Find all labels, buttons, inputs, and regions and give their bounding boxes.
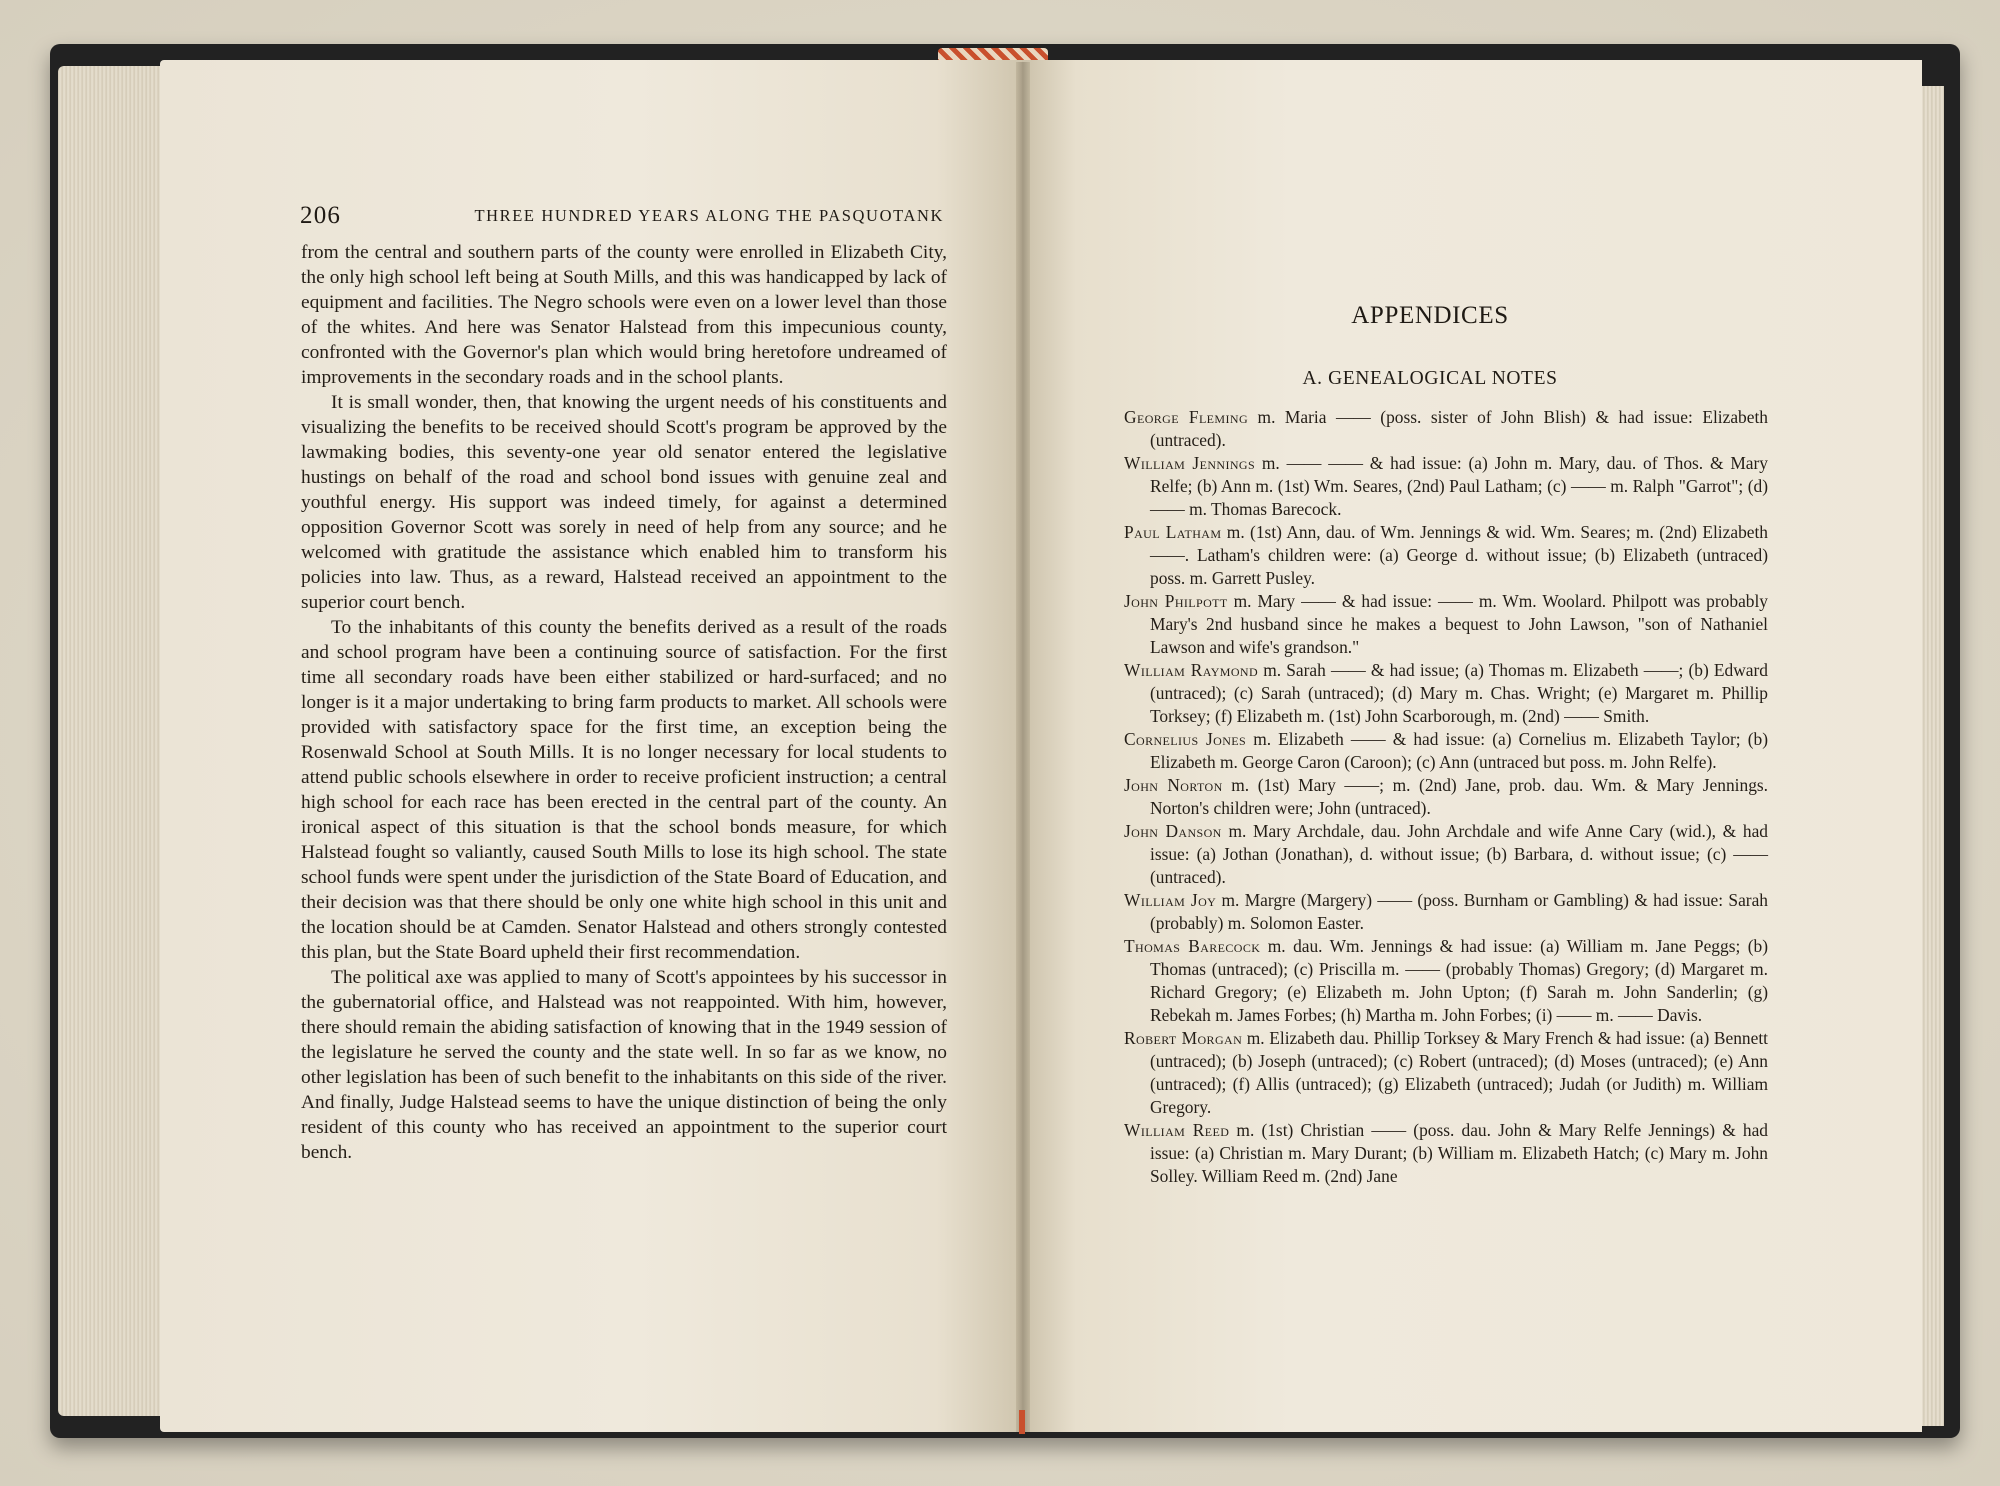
person-name: John Philpott	[1124, 591, 1228, 611]
book-gutter	[1016, 62, 1030, 1432]
left-page-body	[301, 240, 947, 1165]
paragraph: It is small wonder, then, that knowing the urgent needs of his constituents and visualizing the benefits to be received should Scott's program be approved by the lawmaking bodies, this seventy-one year old senator entered the legislative hustings on behalf of the road and school bond issues with genuine zeal and youthful energy. His support was indeed timely, for against a determined opposition Governor Scott was sorely in need of help from any source; and he welcomed with gratitude the assistance which enabled him to transform his policies into law. Thus, as a reward, Halstead received an appointment to the superior court bench.	[301, 392, 947, 613]
paragraph: from the central and southern parts of the county were enrolled in Elizabeth City, the only high school left being at South Mills, and this was handicapped by lack of equipment and facilities. The Negro schools were even on a lower level than those of the whites. And here was Senator Halstead from this impecunious county, confronted with the Governor's plan which would bring heretofore undreamed of improvements in the secondary roads and in the school plants.	[301, 242, 947, 388]
spine-thread	[1019, 1410, 1025, 1434]
entry-text: m. Mary —— & had issue: —— m. Wm. Woolard. Philpott was probably Mary's 2nd husband since he makes a bequest to John Lawson, "son of Nathaniel Lawson and wife's grandson."	[1150, 591, 1769, 657]
page-edges-left	[58, 66, 168, 1416]
person-name: William Reed	[1124, 1120, 1230, 1140]
genealogy-entry	[1124, 659, 1768, 728]
paragraph: To the inhabitants of this county the benefits derived as a result of the roads and school program have been a continuing source of satisfaction. For the first time all secondary roads have been either stabilized or hard-surfaced; and no longer is it a major undertaking to bring farm products to market. All schools were provided with satisfactory space for the first time, an exception being the Rosenwald School at South Mills. It is no longer necessary for local students to attend public schools elsewhere in order to receive proficient instruction; a central high school for each race has been erected in the central part of the county. An ironical aspect of this situation is that the school bonds measure, for which Halstead fought so valiantly, caused South Mills to lose its high school. The state school funds were spent under the jurisdiction of the State Board of Education, and their decision was that there should be only one white high school in this unit and the location should be at Camden. Senator Halstead and others strongly contested this plan, but the State Board upheld their first recommendation.	[301, 617, 947, 963]
appendix-subtitle: A. GENEALOGICAL NOTES	[1302, 368, 1558, 389]
entry-text: m. Elizabeth dau. Phillip Torksey & Mary French & had issue: (a) Bennett (untraced); (b) Joseph (untraced); (c) Robert (untraced); (d) Moses (untraced); (e) Ann (untraced); (f) Allis (untraced); (g) Elizabeth (untraced); Judah (or Judith) m. William Gregory.	[1150, 1028, 1768, 1117]
person-name: Paul Latham	[1124, 522, 1222, 542]
genealogy-entry	[1124, 1119, 1768, 1188]
genealogy-entry	[1124, 590, 1768, 659]
person-name: George Fleming	[1124, 407, 1249, 427]
genealogy-entry	[1124, 406, 1768, 452]
genealogy-entry	[1124, 452, 1768, 521]
person-name: William Raymond	[1124, 660, 1259, 680]
genealogy-entry	[1124, 889, 1768, 935]
entry-text: m. —— —— & had issue: (a) John m. Mary, dau. of Thos. & Mary Relfe; (b) Ann m. (1st) Wm. Seares, (2nd) Paul Latham; (c) —— m. Ralph "Garrot"; (d) —— m. Thomas Barecock.	[1150, 453, 1768, 519]
person-name: Robert Morgan	[1124, 1028, 1243, 1048]
genealogy-entry	[1124, 728, 1768, 774]
genealogy-list	[1124, 406, 1768, 1188]
entry-text: m. Elizabeth —— & had issue: (a) Cornelius m. Elizabeth Taylor; (b) Elizabeth m. George Caron (Caroon); (c) Ann (untraced but poss. m. John Relfe).	[1150, 729, 1768, 772]
paragraph: The political axe was applied to many of Scott's appointees by his successor in the gubernatorial office, and Halstead was not reappointed. With him, however, there should remain the abiding satisfaction of knowing that in the 1949 session of the legislature he served the county and the state well. In so far as we know, no other legislation has been of such benefit to the inhabitants on this side of the river. And finally, Judge Halstead seems to have the unique distinction of being the only resident of this county who has received an appointment to the superior court bench.	[301, 967, 947, 1163]
genealogy-entry	[1124, 1027, 1768, 1119]
person-name: William Joy	[1124, 890, 1217, 910]
appendix-title: APPENDICES	[1351, 302, 1509, 329]
entry-text: m. (1st) Christian —— (poss. dau. John & Mary Relfe Jennings) & had issue: (a) Christian m. Mary Durant; (b) William m. Elizabeth Hatch; (c) Mary m. John Solley. William Reed m. (2nd) Jane	[1150, 1120, 1768, 1186]
genealogy-entry	[1124, 935, 1768, 1027]
entry-text: m. Margre (Margery) —— (poss. Burnham or Gambling) & had issue: Sarah (probably) m. Solomon Easter.	[1150, 890, 1768, 933]
genealogy-entry	[1124, 820, 1768, 889]
genealogy-entry	[1124, 774, 1768, 820]
person-name: William Jennings	[1124, 453, 1256, 473]
person-name: John Danson	[1124, 821, 1222, 841]
person-name: John Norton	[1124, 775, 1223, 795]
person-name: Cornelius Jones	[1124, 729, 1247, 749]
entry-text: m. Mary Archdale, dau. John Archdale and wife Anne Cary (wid.), & had issue: (a) Jothan (Jonathan), d. without issue; (b) Barbara, d. without issue; (c) —— (untraced).	[1150, 821, 1768, 887]
entry-text: m. (1st) Ann, dau. of Wm. Jennings & wid. Wm. Seares; m. (2nd) Elizabeth ——. Latham's children were: (a) George d. without issue; (b) Elizabeth (untraced) poss. m. Garrett Pusley.	[1150, 522, 1769, 588]
entry-text: m. dau. Wm. Jennings & had issue: (a) William m. Jane Peggs; (b) Thomas (untraced); (c) Priscilla m. —— (probably Thomas) Gregory; (d) Margaret m. Richard Gregory; (e) Elizabeth m. John Upton; (f) Sarah m. John Sanderlin; (g) Rebekah m. James Forbes; (h) Martha m. John Forbes; (i) —— m. —— Davis.	[1150, 936, 1768, 1025]
person-name: Thomas Barecock	[1124, 936, 1261, 956]
running-head: THREE HUNDRED YEARS ALONG THE PASQUOTANK	[474, 206, 944, 225]
entry-text: m. Maria —— (poss. sister of John Blish) & had issue: Elizabeth (untraced).	[1150, 407, 1768, 450]
genealogy-entry	[1124, 521, 1768, 590]
entry-text: m. (1st) Mary ——; m. (2nd) Jane, prob. dau. Wm. & Mary Jennings. Norton's children were; John (untraced).	[1150, 775, 1769, 818]
entry-text: m. Sarah —— & had issue; (a) Thomas m. Elizabeth ——; (b) Edward (untraced); (c) Sarah (untraced); (d) Mary m. Chas. Wright; (e) Margaret m. Phillip Torksey; (f) Elizabeth m. (1st) John Scarborough, m. (2nd) —— Smith.	[1150, 660, 1768, 726]
page-number: 206	[300, 202, 342, 229]
